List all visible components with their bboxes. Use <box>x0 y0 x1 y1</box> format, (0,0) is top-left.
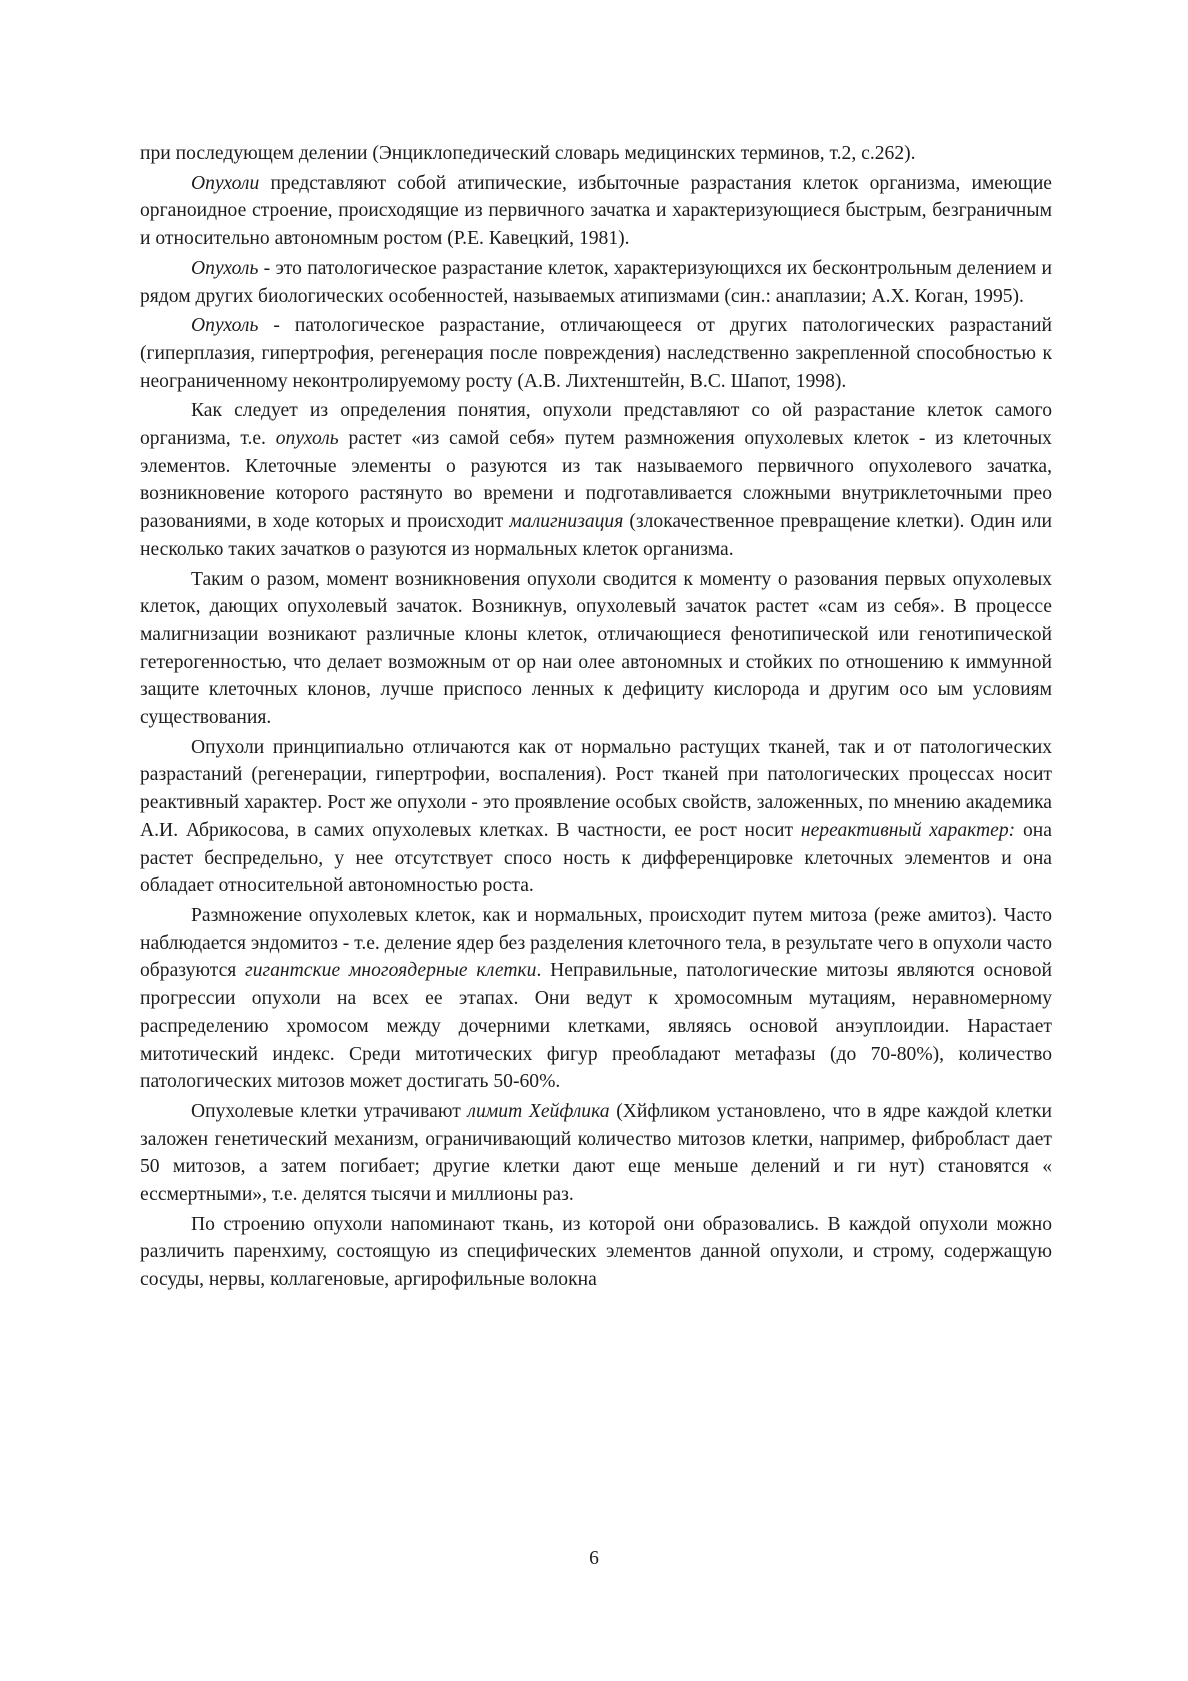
italic-term: Опухоли <box>191 172 260 194</box>
text-run: представляют собой атипические, избыточные разрастания клеток организма, имеющие органоидное строение, происходящие из первичного зачатка и характеризующиеся быстрым, безграничным и относительно автономным ростом (Р.Е. Кавецкий, 1981). <box>140 172 1052 250</box>
text-run: она растет беспредельно, у нее отсутствует спосо ность к дифференцировке клеточных элементов и она обладает относительной автономностью роста. <box>140 819 1052 897</box>
text-run: Как следует из определения понятия, опухоли представляют со ой разрастание клеток самого организма, т.е. <box>140 400 1052 450</box>
text-run: Опухолевые клетки утрачивают <box>191 1100 468 1122</box>
italic-term: малигнизация <box>509 511 624 533</box>
text-run: По строению опухоли напоминают ткань, из которой они образовались. В каждой опухоли можно различить паренхиму, состоящую из специфических элементов данной опухоли, и строму, содержащую сосуды, нервы, коллагеновые, аргирофильные волокна <box>140 1213 1052 1291</box>
paragraph-definition-lichtenstein <box>140 312 1052 395</box>
text-run: Опухоли принципиально отличаются как от нормально растущих тканей, так и от патологических разрастаний (регенерации, гипертрофии, воспаления). Рост тканей при патологических процессах носит реактивный характер. Рост же опухоли - это проявление особых свойств, заложенных, по мнению академика А.И. Абрикосова, в самих опухолевых клетках. В частности, ее рост носит <box>140 736 1052 841</box>
paragraph-tumor-structure <box>140 1211 1052 1294</box>
text-run: Размножение опухолевых клеток, как и нормальных, происходит путем митоза (реже амитоз). Часто наблюдается эндомитоз - т.е. деление ядер без разделения клеточного тела, в результате чего в опухоли часто образуются <box>140 904 1052 982</box>
paragraph-hayflick-limit <box>140 1098 1052 1209</box>
paragraph-continuation <box>140 140 1052 168</box>
italic-term: лимит Хейфлика <box>467 1100 610 1122</box>
text-run: растет «из самой себя» путем размножения опухолевых клеток - из клеточных элементов. Клеточные элементы о разуются из так называемого первичного опухолевого зачатка, возникновение которого растянуто во времени и подготавливается сложными внутриклеточными прео разованиями, в ходе которых и происходит <box>140 428 1052 533</box>
page-number: 6 <box>589 1548 599 1569</box>
text-run: Таким о разом, момент возникновения опухоли сводится к моменту о разования первых опухолевых клеток, дающих опухолевый зачаток. Возникнув, опухолевый зачаток растет «сам из себя». В процессе малигнизации возникают различные клоны клеток, отличающиеся фенотипической или генотипической гетерогенностью, что делает возможным от ор наи олее автономных и стойких по отношению к иммунной защите клеточных клонов, лучше приспосо ленных к дефициту кислорода и другим осо ым условиям существования. <box>140 568 1052 729</box>
italic-term: Опухоль <box>191 315 259 337</box>
italic-term: опухоль <box>275 428 339 450</box>
italic-term: Опухоль <box>191 257 259 279</box>
paragraph-definition-kogan <box>140 255 1052 310</box>
text-run: - это патологическое разрастание клеток, характеризующихся их бесконтрольным делением и рядом других биологических особенностей, называемых атипизмами (син.: анаплазии; А.Х. Коган, 1995). <box>140 257 1052 307</box>
paragraph-tumor-growth <box>140 734 1052 900</box>
text-run: (злокачественное превращение клетки). Один или несколько таких зачатков о разуются из нормальных клеток организма. <box>140 511 1052 560</box>
paragraph-definition-kavetsky <box>140 170 1052 253</box>
text-run: при последующем делении (Энциклопедический словарь медицинских терминов, т.2, с.262). <box>140 143 916 164</box>
paragraph-tumor-mitosis <box>140 902 1052 1096</box>
paragraph-tumor-origin <box>140 397 1052 563</box>
text-run: . Неправильные, патологические митозы являются основой прогрессии опухоли на всех ее этапах. Они ведут к хромосомным мутациям, неравномерному распределению хромосом между дочерними клетками, являясь основой анэуплоидии. Нарастает митотический индекс. Среди митотических фигур преобладают метафазы (до 70-80%), количество патологических митозов может достигать 50-60%. <box>140 960 1052 1093</box>
text-run: (Хйфликом установлено, что в ядре каждой клетки заложен генетический механизм, ограничивающий количество митозов клетки, например, фибробласт дает 50 митозов, а затем погибает; другие клетки дают еще меньше делений и ги нут) становятся « ессмертными», т.е. делятся тысячи и миллионы раз. <box>140 1100 1053 1206</box>
italic-term: гигантские многоядерные клетки <box>245 960 537 982</box>
italic-term: нереактивный характер: <box>800 819 1016 841</box>
body-text <box>140 140 1052 1296</box>
paragraph-tumor-onset <box>140 566 1052 732</box>
text-run: - патологическое разрастание, отличающееся от других патологических разрастаний (гиперплазия, гипертрофия, регенерация после повреждения) наследственно закрепленной способностью к неограниченному неконтролируемому росту (А.В. Лихтенштейн, В.С. Шапот, 1998). <box>140 315 1052 392</box>
